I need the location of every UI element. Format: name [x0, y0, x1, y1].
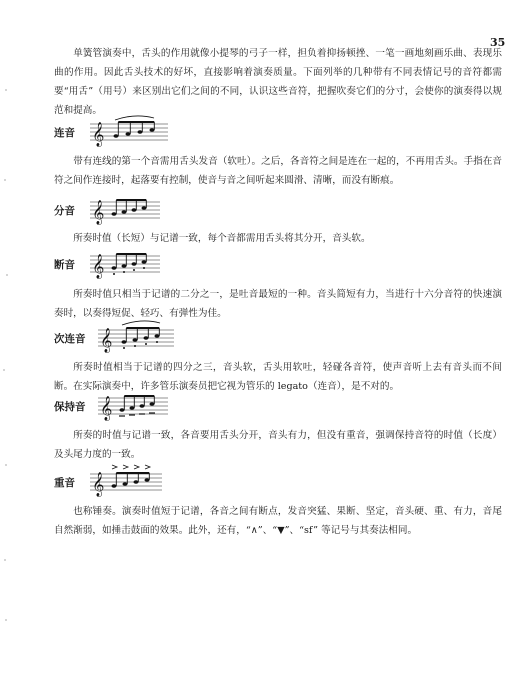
- staccato-notation-icon: [90, 246, 160, 282]
- detached-notation-icon: [90, 192, 160, 228]
- svg-text:𝄞: 𝄞: [92, 472, 105, 496]
- svg-text:𝄞: 𝄞: [100, 328, 113, 352]
- section-legato-heading: [54, 114, 168, 150]
- section-detached-text: 所奏时值（长短）与记谱一致，每个音都需用舌头将其分开，音头软。: [73, 233, 371, 244]
- tenuto-notation-icon: [98, 388, 168, 424]
- section-tenuto-heading: [54, 388, 168, 424]
- section-staccato-label: 断音: [54, 258, 75, 271]
- section-staccato-heading: [54, 246, 160, 282]
- section-accent-heading: [54, 464, 162, 500]
- margin-dots: [0, 60, 16, 640]
- section-accent-text: 也称锤奏。演奏时值短于记谱，各音之间有断点，发音突猛、果断、坚定，音头硬、重、有力，音尾自然渐弱，如捶击鼓面的效果。此外，还有，“∧”、“▼”、“sf” 等记号与其奏法相同。: [54, 506, 502, 536]
- section-portato-text: 所奏时值相当于记谱的四分之三，音头软，舌头用软吐，轻碰各音符，使声音听上去有音头而不间断。在实际演奏中，许多管乐演奏员把它视为管乐的 legato（连音），是不对的。: [54, 362, 502, 392]
- section-legato-text: 带有连线的第一个音需用舌头发音（软吐）。之后，各音符之间是连在一起的，不再用舌头。手指在音符之间作连接时，起落要有控制，使音与音之间听起来圆滑、清晰，而没有断痕。: [54, 156, 502, 186]
- svg-text:𝄞: 𝄞: [92, 200, 105, 224]
- section-accent-label: 重音: [54, 476, 75, 489]
- section-legato-label: 连音: [54, 126, 75, 139]
- portato-notation-icon: [98, 320, 174, 356]
- svg-text:𝄞: 𝄞: [92, 254, 105, 278]
- section-staccato-text: 所奏时值只相当于记谱的二分之一，是吐音最短的一种。音头简短有力，当进行十六分音符的快速演奏时，以奏得短促、轻巧、有弹性为佳。: [54, 289, 502, 319]
- section-detached-label: 分音: [54, 204, 75, 217]
- section-detached-heading: [54, 192, 160, 228]
- svg-text:𝄞: 𝄞: [100, 396, 113, 420]
- section-tenuto-label: 保持音: [54, 400, 86, 413]
- intro-paragraph: 单簧管演奏中，舌头的作用就像小提琴的弓子一样，担负着抑扬顿挫、一笔一画地刻画乐曲、表现乐曲的作用。因此舌头技术的好坏，直接影响着演奏质量。下面列举的几种带有不同表情记号的音符都需要“用舌”（用号）来区别出它们之间的不同，认识这些音符，把握吹奏它们的分寸，会使你的演奏得以规范和提高。: [54, 48, 502, 116]
- accent-notation-icon: [90, 464, 162, 500]
- section-tenuto-text: 所奏的时值与记谱一致，各音要用舌头分开，音头有力，但没有重音，强调保持音符的时值（长度）及头尾力度的一致。: [54, 430, 502, 460]
- legato-notation-icon: [90, 114, 168, 150]
- section-portato-heading: [54, 320, 174, 356]
- svg-text:𝄞: 𝄞: [92, 122, 105, 146]
- page-number: 35: [490, 36, 506, 49]
- section-portato-label: 次连音: [54, 332, 86, 345]
